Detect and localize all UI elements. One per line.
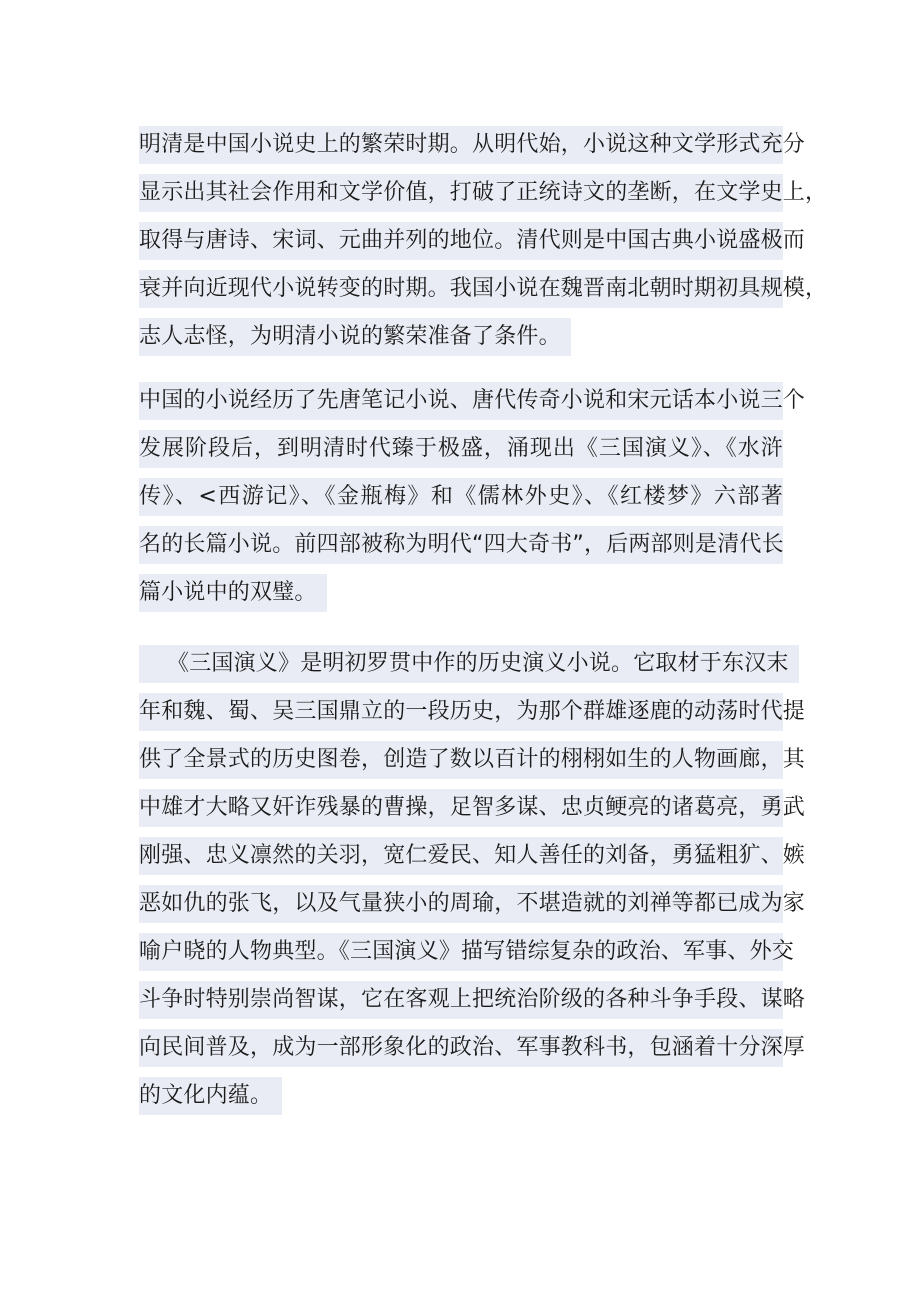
- text-line: 取得与唐诗、宋词、元曲并列的地位。清代则是中国古典小说盛极而: [139, 222, 783, 260]
- text-line: 传》、<西游记》、《金瓶梅》和《儒林外史》、《红楼梦》六部著: [139, 478, 783, 516]
- text-line: 篇小说中的双璧。: [139, 574, 783, 612]
- text-line: 斗争时特别崇尚智谋，它在客观上把统治阶级的各种斗争手段、谋略: [139, 981, 783, 1019]
- paragraph-ming-qing-novels: [139, 126, 828, 366]
- paragraph-three-kingdoms: [139, 645, 806, 1125]
- text-line: 衰并向近现代小说转变的时期。我国小说在魏晋南北朝时期初具规模，: [139, 270, 783, 308]
- text-line: 中雄才大略又奸诈残暴的曹操，足智多谋、忠贞鲠亮的诸葛亮，勇武: [139, 789, 783, 827]
- text-line: 志人志怪，为明清小说的繁荣准备了条件。: [139, 318, 783, 356]
- text-line: 年和魏、蜀、吴三国鼎立的一段历史，为那个群雄逐鹿的动荡时代提: [139, 693, 783, 731]
- text-line: 恶如仇的张飞，以及气量狭小的周瑜，不堪造就的刘禅等都已成为家: [139, 885, 783, 923]
- text-line: 供了全景式的历史图卷，创造了数以百计的栩栩如生的人物画廊，其: [139, 741, 783, 779]
- text-line: 喻户晓的人物典型。《三国演义》描写错综复杂的政治、军事、外交: [139, 933, 783, 971]
- text-line: 刚强、忠义凛然的关羽，宽仁爱民、知人善任的刘备，勇猛粗犷、嫉: [139, 837, 783, 875]
- text-line: 明清是中国小说史上的繁荣时期。从明代始，小说这种文学形式充分: [139, 126, 783, 164]
- text-line: 中国的小说经历了先唐笔记小说、唐代传奇小说和宋元话本小说三个: [139, 382, 783, 420]
- text-line: 发展阶段后，到明清时代臻于极盛，涌现出《三国演义》、《水浒: [139, 430, 783, 468]
- text-line: 的文化内蕴。: [139, 1077, 783, 1115]
- text-line: 向民间普及，成为一部形象化的政治、军事教科书，包涵着十分深厚: [139, 1029, 783, 1067]
- text-line: 《三国演义》是明初罗贯中作的历史演义小说。它取材于东汉末: [139, 645, 783, 683]
- text-line: 名的长篇小说。前四部被称为明代“四大奇书”，后两部则是清代长: [139, 526, 783, 564]
- text-line: 显示出其社会作用和文学价值，打破了正统诗文的垄断，在文学史上，: [139, 174, 783, 212]
- paragraph-novel-development: [139, 382, 806, 622]
